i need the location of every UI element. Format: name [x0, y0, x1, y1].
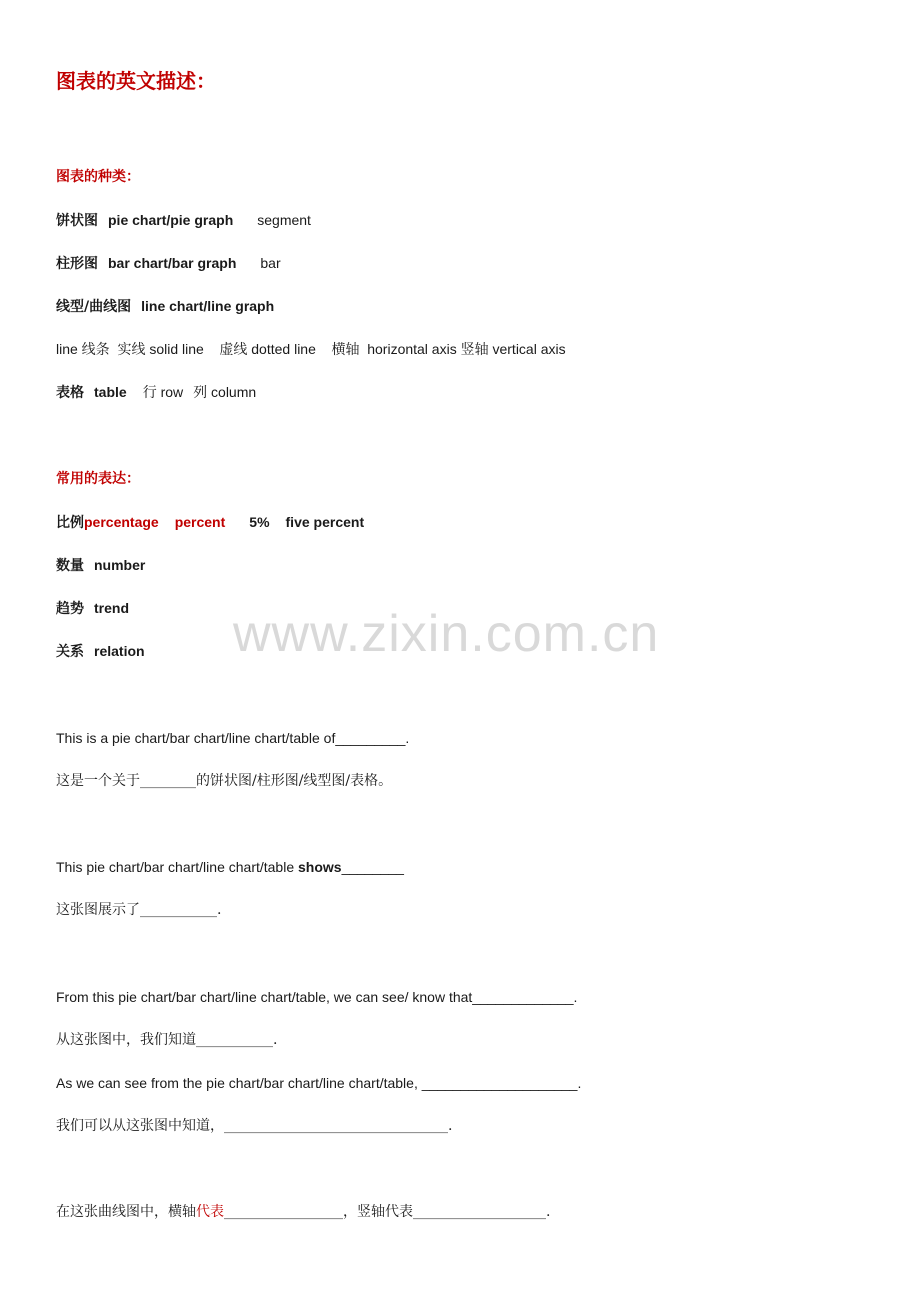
sentence-4-cn: 我们可以从这张图中知道，________________________________.	[56, 1118, 453, 1134]
watermark: www.zixin.com.cn	[233, 605, 660, 663]
trend-cn: 趋势	[56, 601, 84, 617]
ratio-cn: 比例	[56, 515, 84, 531]
table-cn: 表格	[56, 385, 84, 401]
sentence-1-cn: 这是一个关于________的饼状图/柱形图/线型图/表格。	[56, 773, 393, 789]
number-row	[56, 555, 145, 576]
sentence-1-en: This is a pie chart/bar chart/line chart/table of_________.	[56, 730, 410, 746]
sentence-4-en: As we can see from the pie chart/bar chart/line chart/table, ____________________.	[56, 1075, 582, 1091]
trend-row	[56, 598, 129, 619]
pie-en: pie chart/pie graph	[108, 212, 234, 228]
pie-extra: segment	[257, 212, 311, 228]
relation-cn: 关系	[56, 644, 84, 660]
ratio-row	[56, 512, 364, 533]
table-row-term: 行 row	[142, 384, 184, 400]
number-cn: 数量	[56, 558, 84, 574]
sentence-5-part-a: 在这张曲线图中，横轴	[56, 1204, 196, 1220]
sentence-2-cn: 这张图展示了___________.	[56, 902, 222, 918]
sentence-2-en	[56, 857, 404, 877]
ratio-example: 5%	[249, 514, 270, 530]
line-en: line chart/line graph	[141, 298, 275, 314]
table-en: table	[94, 384, 127, 400]
line-cn: 线型/曲线图	[56, 299, 132, 315]
ratio-en2: percent	[174, 514, 226, 530]
table-row	[56, 382, 256, 403]
sentence-3-cn: 从这张图中，我们知道___________.	[56, 1032, 278, 1048]
table-column-term: 列 column	[193, 384, 257, 400]
trend-en: trend	[94, 600, 129, 616]
relation-en: relation	[94, 643, 145, 659]
bar-row	[56, 253, 281, 274]
line-row	[56, 296, 274, 317]
relation-row	[56, 641, 145, 662]
line-terms: line 线条 实线 solid line 虚线 dotted line 横轴 horizontal axis 竖轴 vertical axis	[56, 341, 566, 357]
sentence-2-en-shows: shows	[298, 859, 342, 875]
pie-row	[56, 210, 311, 231]
ratio-example-text: five percent	[285, 514, 365, 530]
bar-cn: 柱形图	[56, 256, 98, 272]
sentence-5-cn	[56, 1202, 550, 1222]
sentence-5-represent: 代表	[196, 1204, 224, 1220]
bar-extra: bar	[260, 255, 281, 271]
ratio-en1: percentage	[84, 514, 159, 530]
sentence-3-en: From this pie chart/bar chart/line chart/table, we can see/ know that_____________.	[56, 989, 578, 1005]
bar-en: bar chart/bar graph	[108, 255, 237, 271]
sentence-2-en-blank: ________	[341, 859, 404, 875]
pie-cn: 饼状图	[56, 213, 98, 229]
expressions-heading: 常用的表达：	[56, 471, 140, 487]
page-title: 图表的英文描述：	[56, 69, 216, 93]
number-en: number	[94, 557, 146, 573]
types-heading: 图表的种类：	[56, 169, 140, 185]
sentence-2-en-part-a: This pie chart/bar chart/line chart/table	[56, 859, 299, 875]
sentence-5-part-c: _________________，竖轴代表___________________.	[224, 1204, 551, 1220]
